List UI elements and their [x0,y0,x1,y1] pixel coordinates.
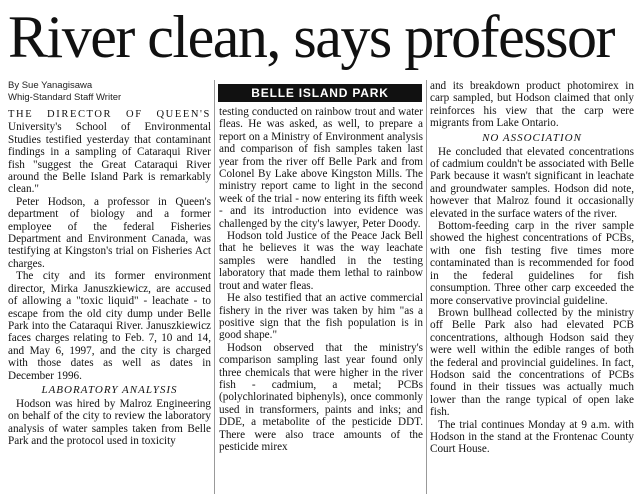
paragraph: Bottom-feeding carp in the river sample showed the highest concentrations of PCBs, with one fish testing five times more contaminated than is recommended for food in the federal guidelines for fish consumption. Three other carp exceeded the more conservative provincial guideline. [430,220,634,307]
paragraph: He concluded that elevated concentrations of cadmium couldn't be associated with Belle Park because it wasn't significant in leachate and groundwater samples. Hodson did note, however that Malroz found it occasionally elevated in the surface waters of the river. [430,145,634,220]
headline: River clean, says professor [8,4,614,70]
article-column-1 [8,108,211,494]
lead-smallcaps: THE DIRECTOR OF QUEEN'S [8,109,211,120]
paragraph: Peter Hodson, a professor in Queen's department of biology and a former employee of the federal Fisheries Department and Environment Canada, was testifying at Kingston's trial on Fisheries Act charges. [8,195,211,270]
article-column-3 [430,80,634,494]
byline-title: Whig-Standard Staff Writer [8,92,122,103]
subhead: LABORATORY ANALYSIS [41,383,178,396]
paragraph: The trial continues Monday at 9 a.m. with Hodson in the stand at the Frontenac County Court House. [430,418,634,456]
article-column-2 [219,106,423,494]
paragraph: Hodson was hired by Malroz Engineering on behalf of the city to review the laboratory analysis of water samples taken from Belle Park and the protocol used in toxicity [8,397,211,448]
byline-author: By Sue Yanagisawa [8,80,93,91]
lead-text: University's School of Environmental Studies testified yesterday that contaminant findings in a sampling of Cataraqui River fish "suggest the Great Cataraqui River around the Belle Island Park is remarkably clean." [8,121,211,196]
paragraph: and its breakdown product photomirex in carp sampled, but Hodson claimed that only reinforces his view that the carp were migrants from Lake Ontario. [430,80,634,130]
paragraph: testing conducted on rainbow trout and water fleas. He was asked, as well, to prepare a report on a Ministry of Environment analysis and comparison of fish samples taken last year from the river off Belle Park and from Colonel By Lake above Kingston Mills. The ministry report came to light in the second week of the trial - now entering its fifth week - and its introduction into evidence was challenged by the city's lawyer, Peter Doody. [219,106,423,230]
lead-paragraph [8,108,211,196]
subhead: NO ASSOCIATION [482,131,582,144]
paragraph: Hodson observed that the ministry's comparison sampling last year found only three chemicals that were higher in the river fish - cadmium, a metal; PCBs (polychlorinated biphenyls), once commonly used in transformers, paints and inks; and DDE, a metabolite of the pesticide DDT. There were also trace amounts of the pesticide mirex [219,341,423,453]
paragraph: The city and its former environment director, Mirka Januszkiewicz, are accused of allowing a "toxic liquid" - leachate - to escape from the old city dump under Belle Park into the Cataraqui River. Januszkiewicz faces charges relating to Feb. 7, 10 and 14, and May 6, 1997, and the city is charged with those dates as well as dates in December 1996. [8,270,211,382]
byline [8,80,212,104]
column-divider [214,80,215,494]
paragraph: He also testified that an active commercial fishery in the river was taken by him "as a positive sign that the fish population is in good shape." [219,292,423,342]
paragraph: Brown bullhead collected by the ministry off Belle Park also had elevated PCB concentrations, although Hodson said they were well within the edible ranges of both the federal and provincial guidelines. In fact, Hodson said the concentrations of PCBs found in their tissues was actually much lower than the range typical of open lake fish. [430,306,634,419]
column-divider [426,80,427,494]
section-banner: BELLE ISLAND PARK [218,84,422,102]
paragraph: Hodson told Justice of the Peace Jack Bell that he believes it was the way leachate samples were handled in the testing laboratory that made them lethal to rainbow trout and water fleas. [219,230,423,292]
